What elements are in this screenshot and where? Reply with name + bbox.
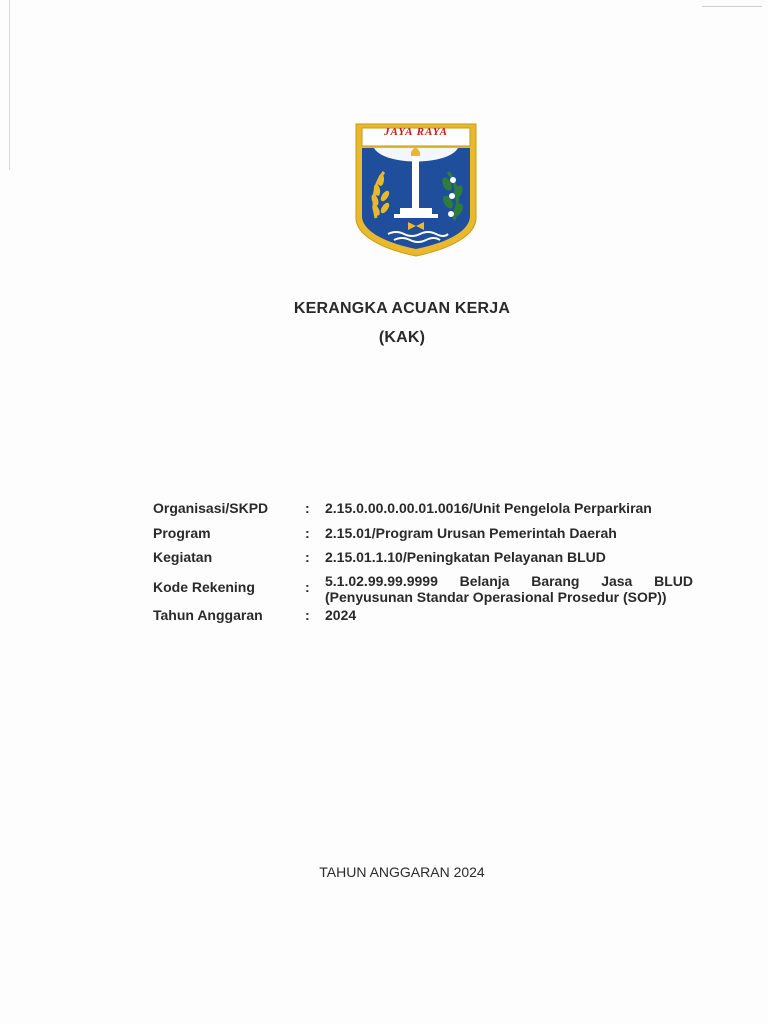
info-label: Kode Rekening [153, 579, 255, 595]
scan-artifact-line [9, 0, 10, 170]
info-separator: : [305, 525, 310, 541]
info-row-kegiatan [153, 549, 693, 573]
info-value-line: (Penyusunan Standar Operasional Prosedur (SOP)) [325, 589, 667, 605]
info-separator: : [305, 607, 310, 623]
document-footer: TAHUN ANGGARAN 2024 [319, 864, 485, 880]
info-value: 2.15.01.1.10/Peningkatan Pelayanan BLUD [325, 549, 606, 565]
info-value [325, 573, 693, 605]
info-row-kode-rekening [153, 573, 693, 607]
info-label: Organisasi/SKPD [153, 500, 269, 516]
info-label: Kegiatan [153, 549, 213, 565]
info-label: Tahun Anggaran [153, 607, 263, 623]
document-info-table [153, 498, 693, 631]
info-row-organisasi [153, 500, 693, 525]
scan-artifact-line [702, 6, 762, 7]
emblem-shield-icon [354, 122, 478, 258]
info-separator: : [305, 500, 310, 516]
info-value: 2.15.0.00.0.00.01.0016/Unit Pengelola Perparkiran [325, 500, 652, 516]
info-value: 2.15.01/Program Urusan Pemerintah Daerah [325, 525, 617, 541]
info-row-program [153, 525, 693, 549]
info-label: Program [153, 525, 211, 541]
info-separator: : [305, 579, 310, 595]
info-value-line: 5.1.02.99.99.9999 Belanja Barang Jasa BLUD [325, 573, 693, 589]
emblem-motto: JAYA RAYA [384, 126, 448, 138]
info-value: 2024 [325, 607, 357, 623]
document-title: KERANGKA ACUAN KERJA [293, 300, 511, 317]
info-row-tahun-anggaran [153, 607, 693, 631]
jakarta-emblem [354, 122, 478, 258]
info-separator: : [305, 549, 310, 565]
document-subtitle: (KAK) [378, 329, 426, 346]
